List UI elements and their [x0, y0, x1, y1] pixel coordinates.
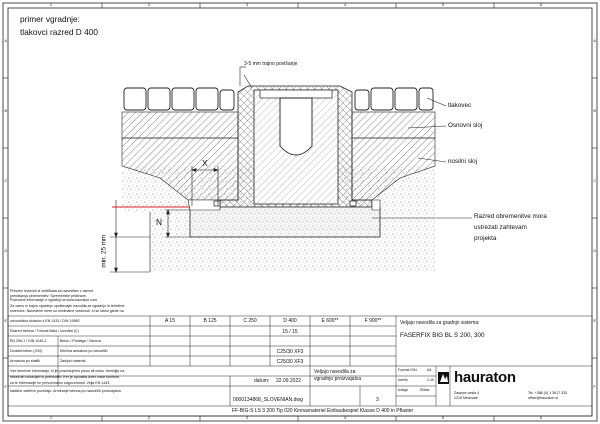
company-address2: 1215 Medvode	[454, 396, 478, 400]
column-label-5-bottom: 5	[442, 416, 444, 420]
class-f900: F 900**	[364, 318, 382, 324]
column-label-4-bottom: 4	[344, 416, 346, 420]
row-label-a: A	[4, 39, 7, 43]
product-name: FASERFIX BIG BL S 200, 300	[400, 332, 485, 339]
row-label-b: B	[4, 109, 7, 113]
row-label-e-right: E	[593, 319, 596, 323]
column-label-1-bottom: 1	[50, 416, 52, 420]
page-title: primer vgradnje:	[20, 14, 80, 24]
concrete-note-line2: ustrezati zahtevam	[474, 224, 527, 231]
spec-left-2: Dodatni beton (X/N)	[10, 349, 42, 353]
row-label-f-right: F	[593, 385, 596, 389]
product-heading: Veljajo navodila za gradnjo sistema:	[400, 320, 480, 326]
min-depth-label: min. 25 mm	[100, 234, 108, 268]
note-1c: Podrobne informacije o vgradnji na www.hauraton.com	[10, 298, 98, 302]
gap-callout: 3-5 mm trajno povišanje	[244, 61, 298, 67]
spec-value-d400-4: C25/30 XF3	[276, 359, 304, 365]
format-value: A4	[427, 368, 432, 372]
note-2b: smernice. Navedene mere so minimalne vrednosti, ki se lahko glede na	[10, 308, 124, 313]
row-label-d: D	[4, 249, 8, 253]
note-3a: Vse tehnične informacije, ki jih posredujemo pisno ali ustno, temeljijo na	[10, 369, 125, 373]
drawing-file: 0000134868_SLOVENIAN.dwg	[233, 397, 303, 403]
spec-left-1: EN 206-1 / DIN 1045-2	[10, 339, 47, 343]
row-label-c: C	[4, 179, 8, 183]
company-logo-text: hauraton	[454, 369, 516, 386]
column-label-6-bottom: 6	[540, 416, 542, 420]
column-label-2-bottom: 2	[148, 416, 150, 420]
row-label-f: F	[4, 385, 7, 389]
company-address1: Zaspice cesta 4	[454, 391, 480, 395]
column-label-5: 5	[442, 2, 444, 7]
note-1b: prenašanja obremenitev. Spremembe pridržane.	[10, 293, 87, 298]
spec-value-d400-1: 15 / 15	[282, 329, 298, 335]
column-label-2: 2	[148, 2, 150, 7]
column-label-4: 4	[344, 2, 346, 7]
date-label: datum:	[254, 378, 270, 384]
spec-row-label-2: Razred betona / Trdnost tlaka / Izvedba (C)	[10, 329, 79, 333]
edition-label: Izdaja	[398, 388, 408, 392]
class-c250: C 250	[243, 318, 257, 324]
company-phone: Tel. +386 (0) 1 3617 333	[528, 391, 568, 395]
dimension-x-label: X	[202, 158, 208, 168]
scale-value: 1:10	[427, 378, 434, 382]
info-note-line2: vgradnjo proizvajalca	[314, 376, 361, 382]
spec-row-label-5: Zasipni material	[60, 359, 86, 363]
edition-value: Elitlax	[420, 388, 430, 392]
concrete-note-line1: Razred obremenitve mora	[474, 213, 547, 220]
column-label-3-bottom: 3	[246, 416, 248, 420]
row-label-c-right: C	[593, 179, 597, 183]
note-2c: statične zahteve povečajo. Armiranje betona po navodilih proizvajalca.	[10, 389, 122, 393]
drawing-date: 22.09.2022	[276, 378, 302, 384]
company-email: office@hauraton.si	[528, 396, 558, 400]
format-label: Format DIN	[398, 368, 417, 372]
sheet-number: 3	[376, 397, 379, 403]
spec-left-3: Armatura po statiki	[10, 359, 40, 363]
row-label-d-right: D	[593, 249, 597, 253]
concrete-note-line3: projekta	[474, 235, 497, 242]
note-2a: Za varno in trajno vgradnjo upoštevajte navodila za vgradnjo in tehnične	[10, 304, 125, 308]
column-label-3: 3	[246, 2, 248, 7]
class-e600: E 600**	[321, 318, 339, 324]
note-1a: Priložen izvleček iz certifikata za razvrstitev v razred	[10, 289, 93, 293]
paver-label: tlakovec	[448, 102, 472, 109]
column-label-1: 1	[50, 2, 52, 7]
page-subtitle: tlakovci razred D 400	[20, 27, 98, 37]
row-label-b-right: B	[593, 109, 596, 113]
class-a15: A 15	[164, 318, 175, 324]
spec-row-label-3: Beton / Podlaga / Osnova	[60, 339, 101, 343]
info-note-line1: Veljajo navodila za	[314, 369, 356, 375]
note-3c: za te informacije ne prevzemamo odgovornosti. Velja EN 1433.	[10, 381, 111, 385]
dimension-n-label: N	[156, 217, 162, 227]
row-label-e: E	[4, 319, 7, 323]
spec-value-d400-3: C25/30 XF3	[276, 349, 304, 355]
class-b125: B 125	[203, 318, 217, 324]
spec-row-label-1: odvodnikov skladno z EN 1433 / DIN 19580	[10, 319, 80, 323]
spec-row-label-4: Mrežna armatura po navodilih	[60, 349, 108, 353]
note-3b: obsežnih izkušnjah in preizkusih. Ker je uporaba izven naše kontrole,	[10, 375, 120, 379]
class-d400: D 400	[283, 318, 297, 324]
drawing-footer-title: FF-BIG-S LS 3 200 Tip 020 Kinnavnateriel Einbaubespiel Klasse D 400 in Pflaster	[232, 408, 414, 414]
column-label-6: 6	[540, 2, 542, 7]
bearing-layer-label: nosilni sloj	[448, 158, 478, 165]
row-label-a-right: A	[593, 39, 596, 43]
base-layer-label: Osnovni sloj	[448, 122, 483, 129]
scale-label: merilo	[398, 378, 408, 382]
